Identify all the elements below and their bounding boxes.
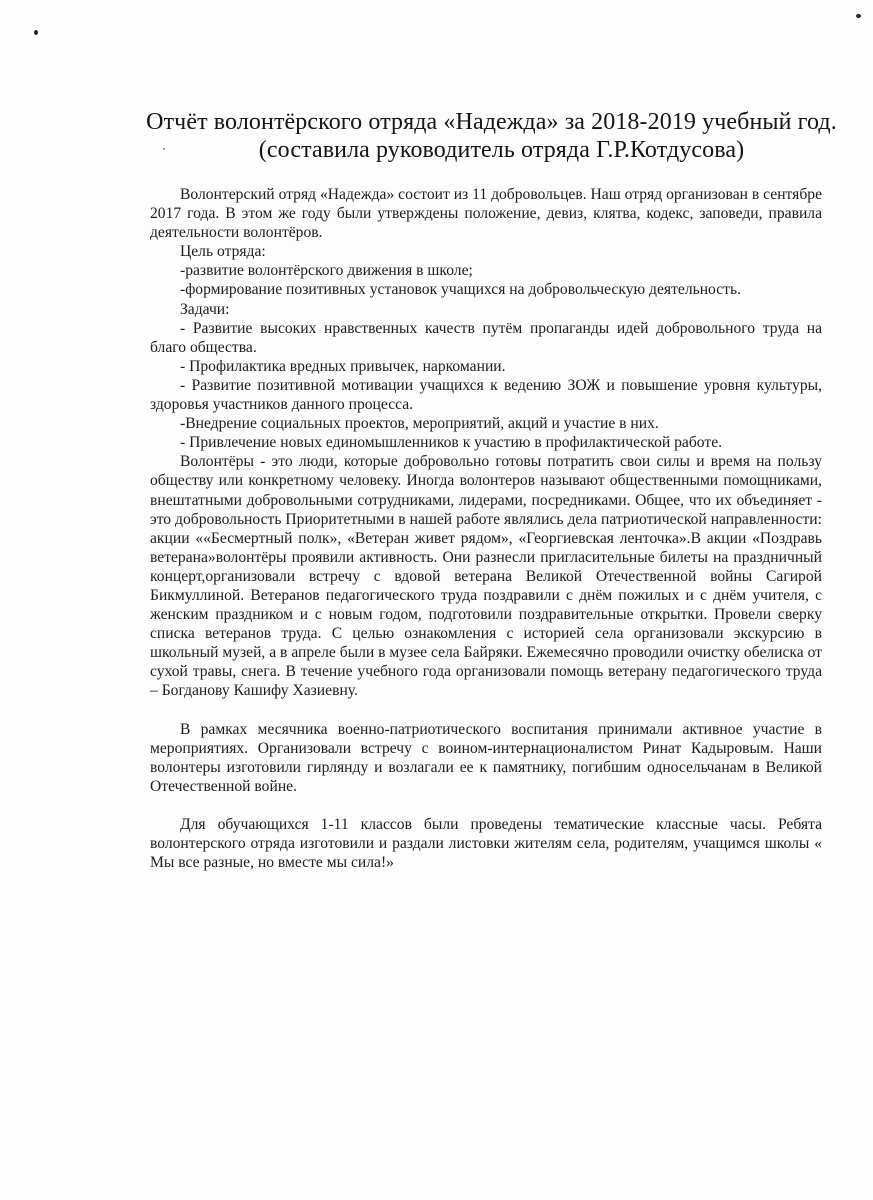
title-line-1: Отчёт волонтёрского отряда «Надежда» за 2018-2019 учебный год. [146, 109, 837, 135]
document-body [150, 185, 822, 872]
scan-speck [856, 14, 861, 18]
volunteers-paragraph: Волонтёры - это люди, которые добровольно готовы потратить свои силы и время на пользу обществу или конкретному человеку. Иногда волонтеров называют общественными помощниками, внештатными добровольными сотрудниками, лидерами, посредниками. Общее, что их объединяет - это добровольность Приоритетными в нашей работе являлись дела патриотической направленности: акции ««Бесмертный полк», «Ветеран живет рядом», «Георгиевская ленточка».В акции «Поздравь ветерана»волонтёры проявили активность. Они разнесли пригласительные билеты на праздничный концерт,организовали встречу с вдовой ветерана Великой Отечественной войны Сагирой Бикмуллиной. Ветеранов педагогического труда поздравили с днём пожилых и с днём учителя, с женским праздником и с новым годом, подготовили поздравительные открытки. Провели сверку списка ветеранов труда. С целью ознакомления с историей села организовали экскурсию в школьный музей, а в апреле были в музее села Байряки. Ежемесячно проводили очистку обелиска от сухой травы, снега. В течение учебного года организовали помощь ветерану педагогического труда – Богданову Кашифу Хазиевну. [150, 453, 822, 700]
classes-paragraph: Для обучающихся 1-11 классов были проведены тематические классные часы. Ребята волонтерского отряда изготовили и раздали листовки жителям села, родителям, учащимся школы « Мы все разные, но вместе мы сила!» [150, 815, 822, 872]
scan-speck [34, 30, 38, 35]
document-title [0, 108, 873, 164]
goal-item: -развитие волонтёрского движения в школе; [180, 262, 473, 280]
task-item: - Привлечение новых единомышленников к участию в профилактической работе. [180, 434, 723, 452]
paragraph-spacer [150, 796, 822, 815]
task-item: - Развитие позитивной мотивации учащихся к ведению ЗОЖ и повышение уровня культуры, здоровья участников данного процесса. [150, 376, 822, 414]
paragraph-spacer [150, 701, 822, 720]
task-item: - Развитие высоких нравственных качеств путём пропаганды идей добровольного труда на благо общества. [150, 319, 822, 356]
patriotic-paragraph: В рамках месячника военно-патриотического воспитания принимали активное участие в мероприятиях. Организовали встречу с воином-интернационалистом Ринат Кадыровым. Наши волонтеры изготовили гирлянду и возлагали ее к памятнику, погибшим односельчанам в Великой Отечественной войне. [150, 720, 822, 795]
task-item: -Внедрение социальных проектов, мероприятий, акций и участие в них. [180, 415, 659, 433]
tasks-heading: Задачи: [180, 300, 230, 318]
intro-paragraph: Волонтерский отряд «Надежда» состоит из 11 добровольцев. Наш отряд организован в сентябре 2017 года. В этом же году были утверждены положение, девиз, клятва, кодекс, заповеди, правила деятельности волонтёров. [150, 186, 822, 242]
task-item: - Профилактика вредных привычек, наркомании. [180, 357, 506, 375]
title-line-2: (составила руководитель отряда Г.Р.Котдусова) [258, 137, 745, 163]
goal-item: -формирование позитивных установок учащихся на добровольческую деятельность. [180, 281, 741, 299]
goal-heading: Цель отряда: [180, 243, 266, 261]
